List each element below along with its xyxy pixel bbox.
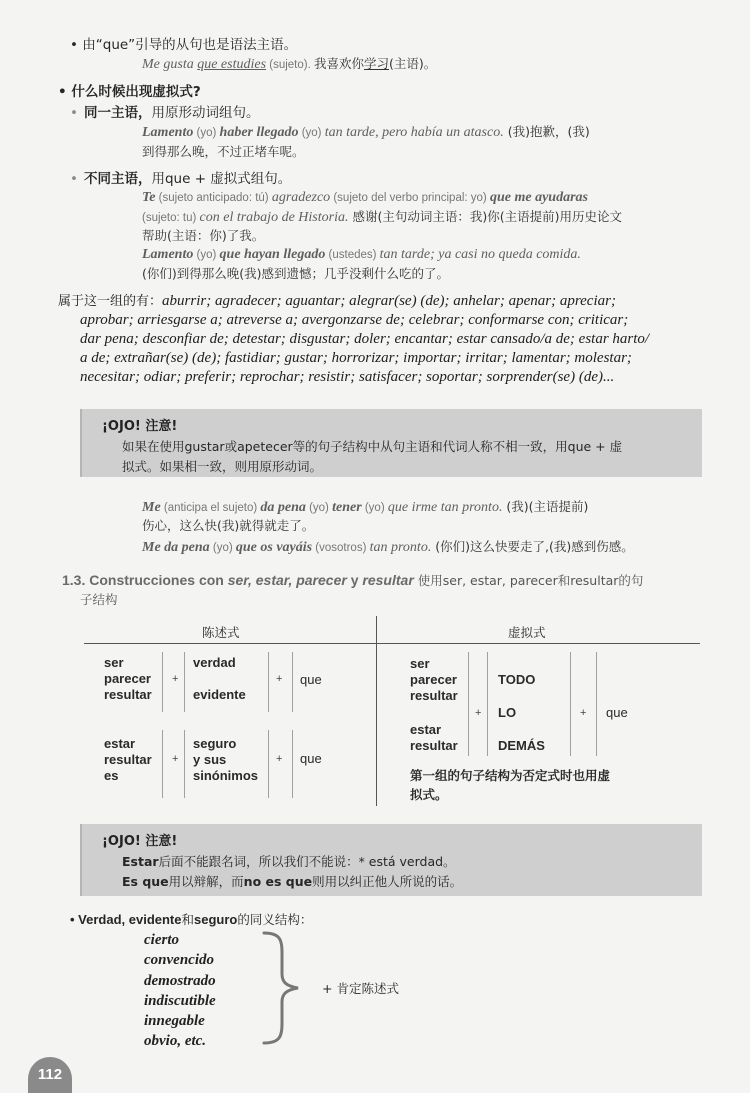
sep [268, 652, 269, 712]
sep [487, 652, 488, 756]
table-head-subjunctive: 虚拟式 [508, 625, 546, 640]
section-1-3-heading: 1.3. Construcciones con ser, estar, parecer y resultar 使用ser, estar, parecer和resultar的句 [62, 572, 644, 588]
bullet-same-subject: • 同一主语，用原形动词组句。 [70, 105, 260, 121]
example-me-da-pena-1: Me (anticipa el sujeto) da pena (yo) tener (yo) que irme tan pronto. (我)(主语提前) [142, 499, 589, 515]
right-word-demas: DEMÁS [498, 738, 545, 753]
sep [292, 652, 293, 712]
table-header-rule [84, 643, 700, 644]
example-me-da-pena-2: Me da pena (yo) que os vayáis (vosotros) tan pronto. (你们)这么快要走了,(我)感到伤感。 [142, 539, 634, 555]
page-number-tab [28, 1057, 72, 1093]
synonyms-result: + 肯定陈述式 [322, 981, 399, 996]
plus-sign: + [172, 673, 179, 685]
bullet-diff-subject: • 不同主语，用que + 虚拟式组句。 [70, 171, 292, 187]
example-te-agradezco-cont: (sujeto: tu) con el trabajo de Historia. 感谢(主句动词主语：我)你(主语提前)用历史论文 [142, 209, 622, 225]
sep [468, 652, 469, 756]
left-verbs-2: estar resultar es [104, 736, 152, 783]
plus-sign: + [172, 753, 179, 765]
sep [596, 652, 597, 756]
que-1: que [300, 672, 322, 687]
que-2: que [300, 751, 322, 766]
section-1-3-heading-cont: 子结构 [80, 592, 118, 607]
sep [162, 730, 163, 798]
que-3: que [606, 705, 628, 720]
right-word-todo: TODO [498, 672, 536, 687]
bullet-que-subject: • 由“que”引导的从句也是语法主语。 [70, 37, 298, 53]
sep [162, 652, 163, 712]
curly-brace-icon [256, 930, 306, 1046]
example-me-da-pena-1-translation: 伤心，这么快(我)就得就走了。 [142, 518, 315, 533]
sep [268, 730, 269, 798]
ojo-heading: ¡OJO! 注意! [102, 834, 178, 849]
ojo-heading: ¡OJO! 注意! [102, 419, 178, 434]
example-te-agradezco: Te (sujeto anticipado: tú) agradezco (sujeto del verbo principal: yo) que me ayudaras [142, 190, 588, 205]
table-head-indicative: 陈述式 [202, 625, 240, 640]
verb-group-list: 属于这一组的有：aburrir; agradecer; aguantar; alegrar(se) (de); anhelar; apenar; apreciar; aprobar; arriesgarse a; atreverse a; avergonzarse de; celebrar; conformarse con; criticar; dar pena; desconfiar de; detestar; disgustar; doler; encantar; estar cansado/a de; estar harto/ a de; extrañar(se) (de); fastidiar; gustar; horrorizar; importar; irritar; lamentar; molestar; necesitar; odiar; preferir; reprochar; resistir; satisfacer; soportar; sorprender(se) (de)... [58, 293, 650, 385]
left-verbs-1: ser parecer resultar [104, 655, 152, 702]
example-lamento-1: Lamento (yo) haber llegado (yo) tan tarde, pero había un atasco. (我)抱歉，(我) [142, 124, 590, 140]
left-nouns-1: verdad evidente [193, 655, 246, 702]
heading-when-subjunctive: • 什么时候出现虚拟式? [58, 84, 201, 100]
example-lamento-1-translation: 到得那么晚，不过正堵车呢。 [142, 144, 305, 159]
table-center-divider [376, 616, 377, 806]
example-lamento-2-translation: (你们)到得那么晚(我)感到遗憾；几乎没剩什么吃的了。 [142, 266, 450, 281]
example-te-agradezco-translation: 帮助(主语：你)了我。 [142, 228, 265, 243]
example-lamento-2: Lamento (yo) que hayan llegado (ustedes) tan tarde; ya casi no queda comida. [142, 247, 581, 262]
sep [570, 652, 571, 756]
synonyms-lead: • Verdad, evidente和seguro的同义结构： [70, 912, 313, 927]
right-word-lo: LO [498, 705, 517, 720]
page-number: 112 [37, 1066, 63, 1083]
left-nouns-2: seguro y sus sinónimos [193, 736, 259, 783]
ojo-note-2: ¡OJO! 注意! Estar后面不能跟名词，所以我们不能说：* está verdad。 Es que用以辩解，而no es que则用以纠正他人所说的话。 [80, 824, 702, 896]
sep [292, 730, 293, 798]
synonyms-list: cierto convencido demostrado indiscutible innegable obvio, etc. [144, 932, 216, 1050]
plus-sign: + [276, 753, 283, 765]
plus-sign: + [475, 707, 482, 719]
ojo-note-1: ¡OJO! 注意! 如果在使用gustar或apetecer等的句子结构中从句主语和代词人称不相一致，用que + 虚 拟式。如果相一致，则用原形动词。 [80, 409, 702, 477]
plus-sign: + [276, 673, 283, 685]
plus-sign: + [580, 707, 587, 719]
example-me-gusta: Me gusta que estudies (sujeto). 我喜欢你学习(主语)。 [142, 56, 437, 72]
right-verbs-a: ser parecer resultar [410, 656, 458, 703]
right-verbs-b: estar resultar [410, 722, 458, 753]
sep [184, 730, 185, 798]
sep [184, 652, 185, 712]
table-note: 第一组的句子结构为否定式时也用虚 拟式。 [410, 768, 611, 802]
